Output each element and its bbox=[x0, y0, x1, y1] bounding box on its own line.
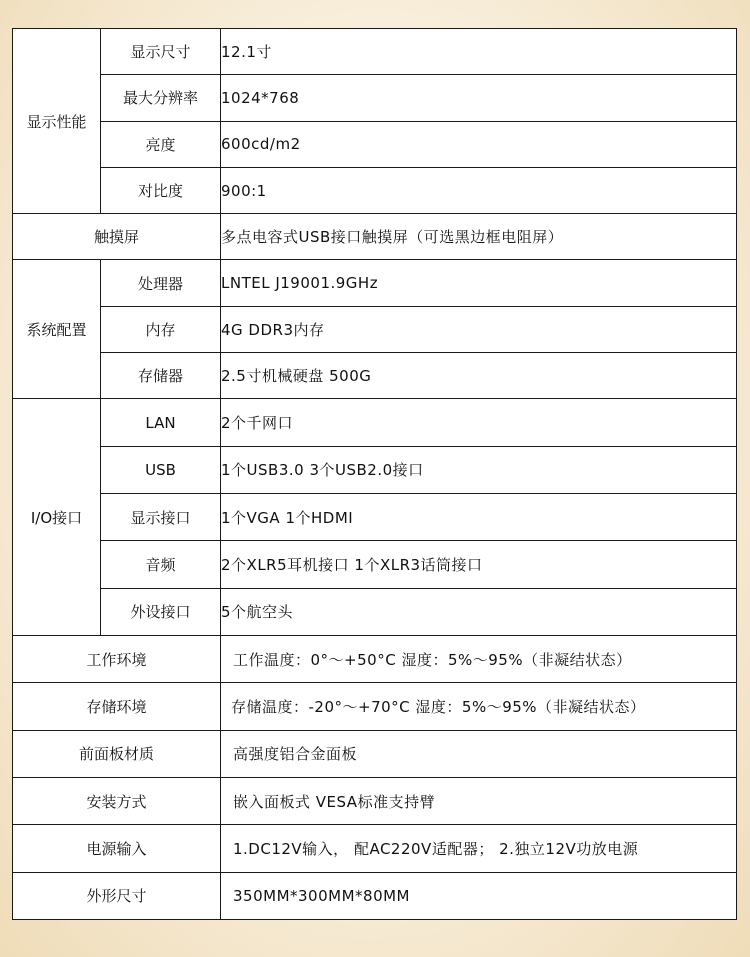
table-row bbox=[13, 730, 737, 777]
row-label: 前面板材质 bbox=[13, 730, 221, 777]
row-label: 显示接口 bbox=[101, 494, 221, 541]
row-label: 音频 bbox=[101, 541, 221, 588]
row-label: 亮度 bbox=[101, 121, 221, 167]
group-label-display: 显示性能 bbox=[13, 29, 101, 214]
row-label: 最大分辨率 bbox=[101, 75, 221, 121]
row-value: 嵌入面板式 VESA标准支持臂 bbox=[221, 777, 737, 824]
table-row bbox=[13, 825, 737, 872]
row-value: LNTEL J19001.9GHz bbox=[221, 260, 737, 306]
row-label: USB bbox=[101, 446, 221, 493]
row-label: 电源输入 bbox=[13, 825, 221, 872]
table-row bbox=[13, 588, 737, 635]
table-row bbox=[13, 399, 737, 446]
row-value: 12.1寸 bbox=[221, 29, 737, 75]
row-label: 处理器 bbox=[101, 260, 221, 306]
row-value: 多点电容式USB接口触摸屏（可选黑边框电阻屏） bbox=[221, 214, 737, 260]
row-label: 内存 bbox=[101, 306, 221, 352]
row-value: 4G DDR3内存 bbox=[221, 306, 737, 352]
row-label: 对比度 bbox=[101, 167, 221, 213]
table-row bbox=[13, 541, 737, 588]
row-value: 工作温度：0°～+50°C 湿度：5%～95%（非凝结状态） bbox=[221, 635, 737, 682]
table-row bbox=[13, 29, 737, 75]
row-value: 1024*768 bbox=[221, 75, 737, 121]
row-value: 1个VGA 1个HDMI bbox=[221, 494, 737, 541]
row-label: 存储器 bbox=[101, 353, 221, 399]
row-label: LAN bbox=[101, 399, 221, 446]
table-row bbox=[13, 306, 737, 352]
row-label: 存储环境 bbox=[13, 683, 221, 730]
row-value: 5个航空头 bbox=[221, 588, 737, 635]
row-value: 2个千网口 bbox=[221, 399, 737, 446]
table-row bbox=[13, 635, 737, 682]
row-value: 高强度铝合金面板 bbox=[221, 730, 737, 777]
group-label-system: 系统配置 bbox=[13, 260, 101, 399]
table-row bbox=[13, 167, 737, 213]
row-label: 外设接口 bbox=[101, 588, 221, 635]
row-value: 2个XLR5耳机接口 1个XLR3话筒接口 bbox=[221, 541, 737, 588]
table-row bbox=[13, 494, 737, 541]
row-value: 1个USB3.0 3个USB2.0接口 bbox=[221, 446, 737, 493]
row-value: 1.DC12V输入， 配AC220V适配器； 2.独立12V功放电源 bbox=[221, 825, 737, 872]
row-value: 存储温度：-20°～+70°C 湿度：5%～95%（非凝结状态） bbox=[221, 683, 737, 730]
table-row bbox=[13, 214, 737, 260]
row-value: 600cd/m2 bbox=[221, 121, 737, 167]
table-row bbox=[13, 683, 737, 730]
table-row bbox=[13, 872, 737, 920]
table-row bbox=[13, 75, 737, 121]
table-row bbox=[13, 121, 737, 167]
spec-table bbox=[12, 28, 737, 920]
row-label: 外形尺寸 bbox=[13, 872, 221, 920]
row-value: 900:1 bbox=[221, 167, 737, 213]
table-row bbox=[13, 446, 737, 493]
group-label-io: I/O接口 bbox=[13, 399, 101, 636]
row-value: 2.5寸机械硬盘 500G bbox=[221, 353, 737, 399]
row-label: 安装方式 bbox=[13, 777, 221, 824]
table-row bbox=[13, 777, 737, 824]
table-row bbox=[13, 260, 737, 306]
row-label: 工作环境 bbox=[13, 635, 221, 682]
row-value: 350MM*300MM*80MM bbox=[221, 872, 737, 920]
row-label: 显示尺寸 bbox=[101, 29, 221, 75]
table-row bbox=[13, 353, 737, 399]
row-label-touch: 触摸屏 bbox=[13, 214, 221, 260]
